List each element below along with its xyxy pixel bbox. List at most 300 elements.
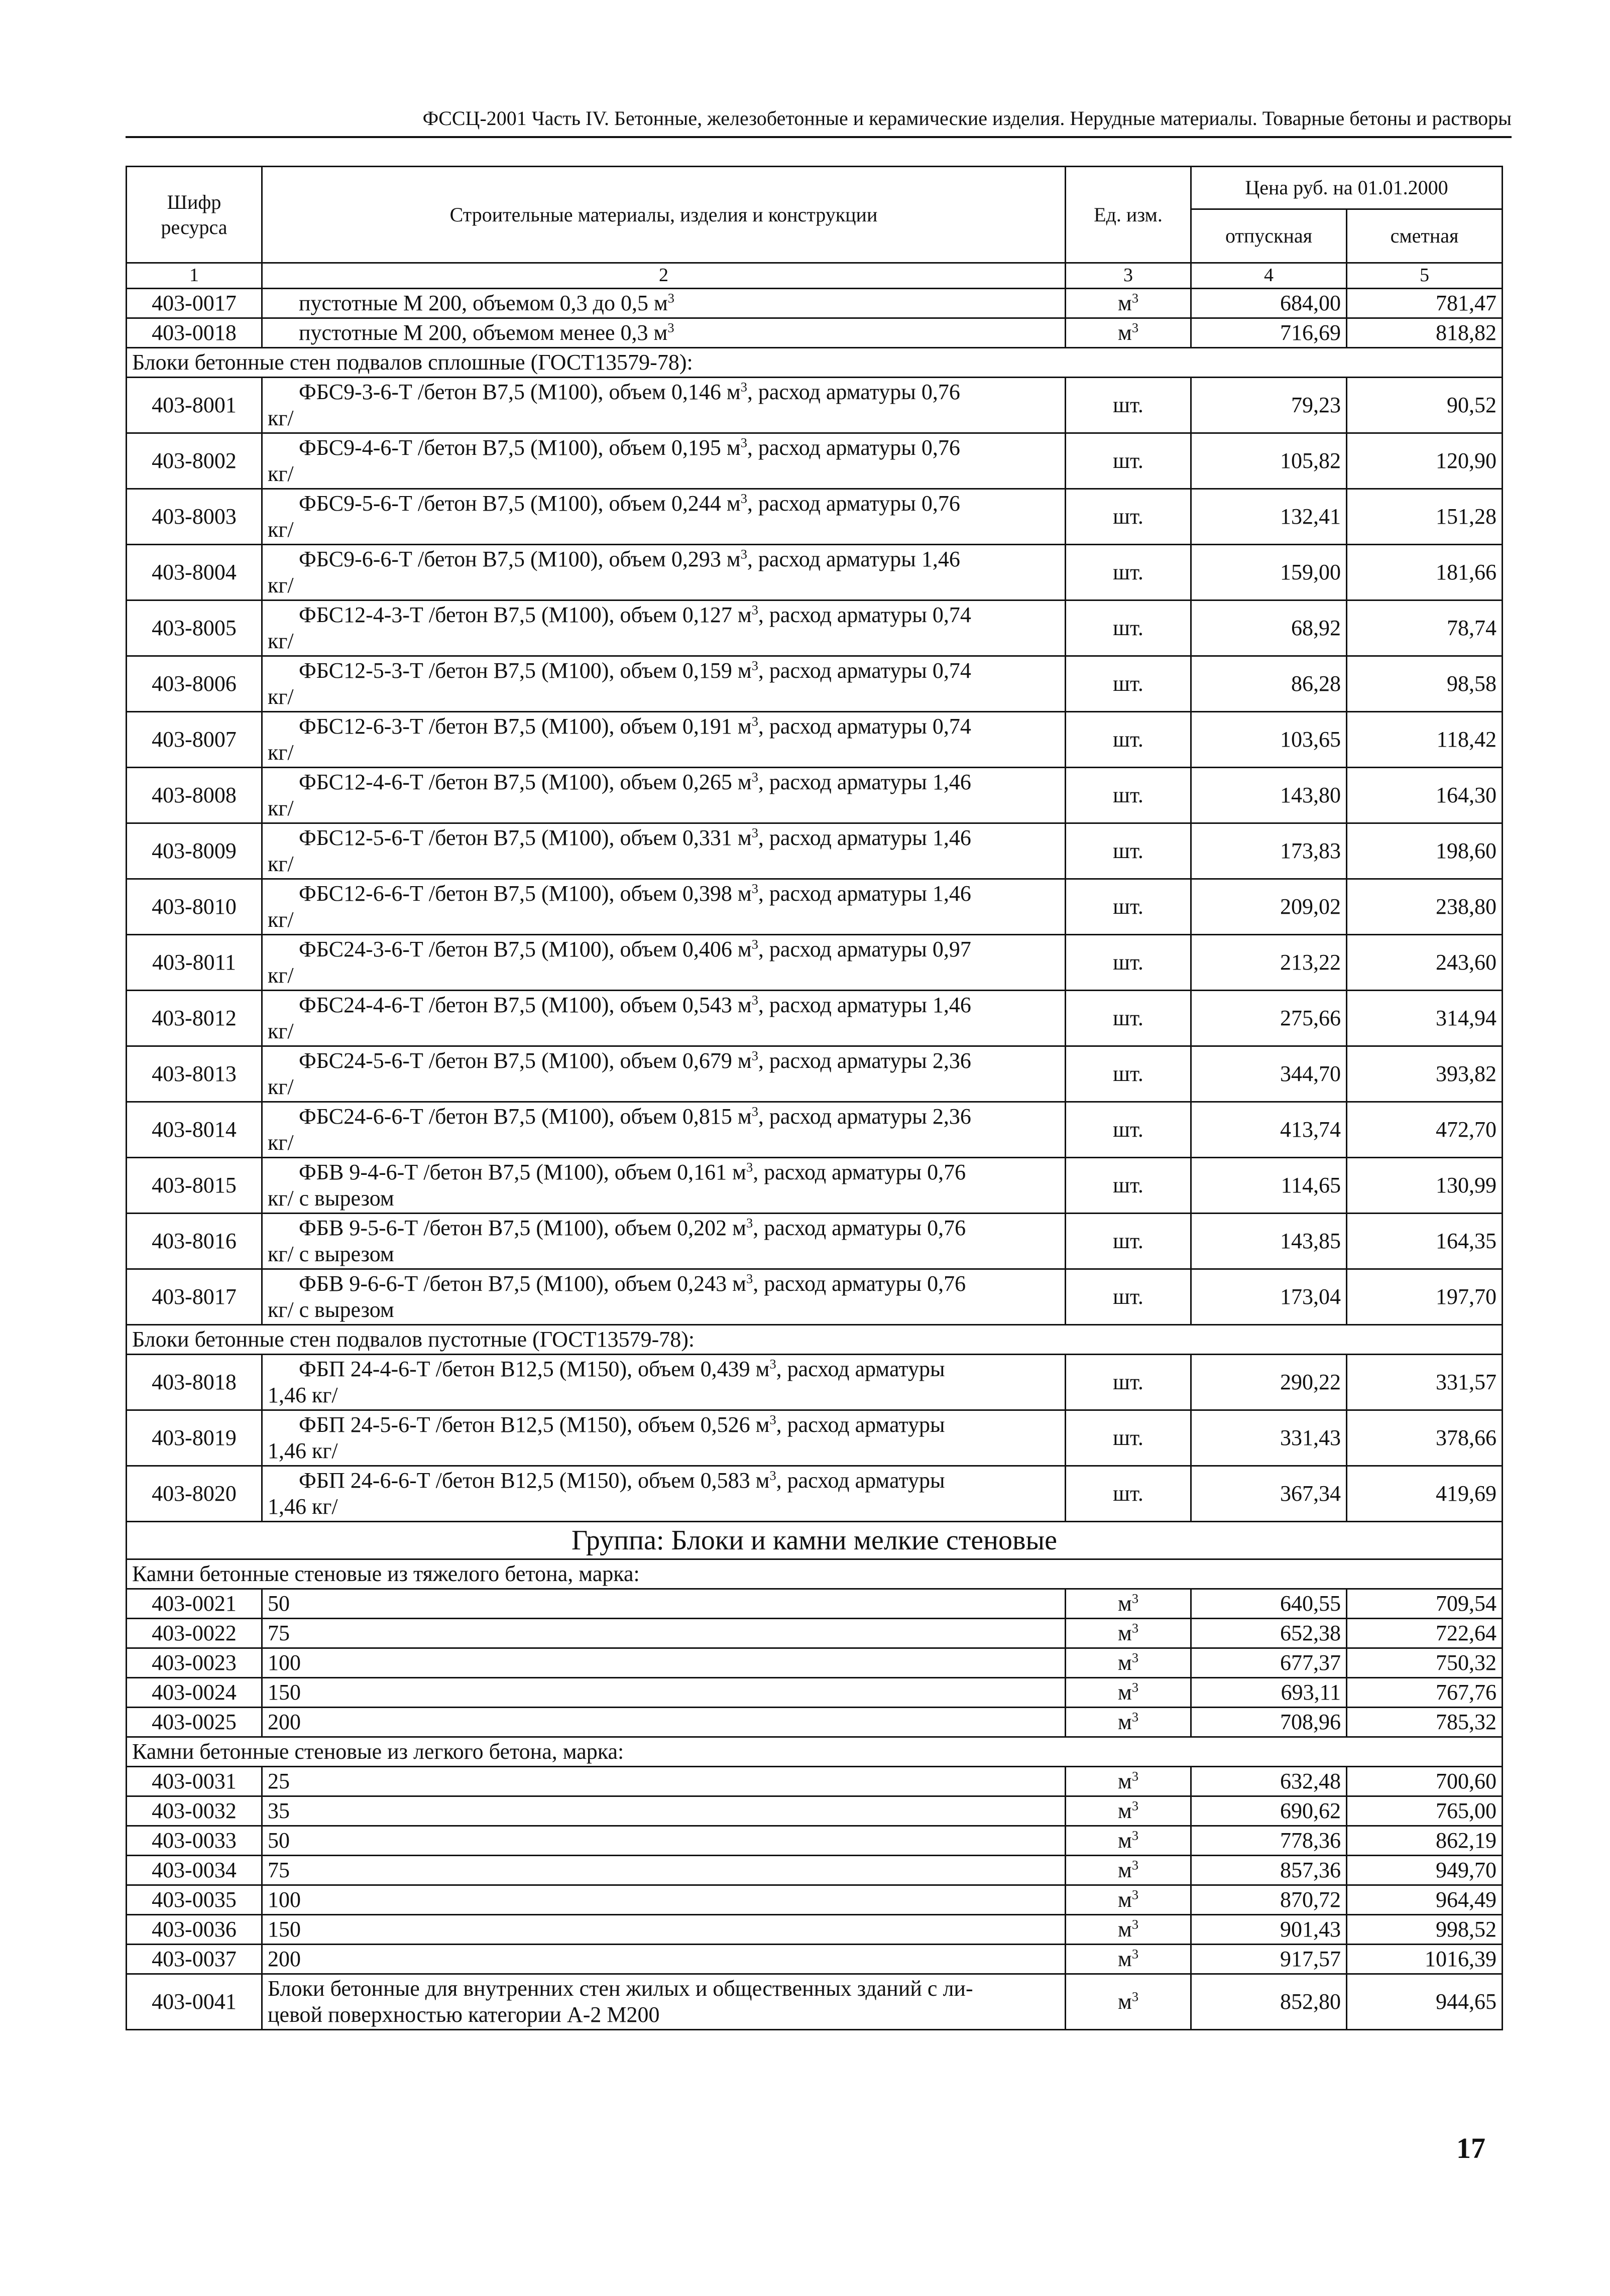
col-number: 4 [1191,263,1347,289]
material-name [262,823,1066,879]
resource-code: 403-8001 [127,377,262,433]
price-estimate: 164,35 [1347,1213,1503,1269]
material-name [262,1766,1066,1796]
superscript-3: 3 [746,1159,753,1174]
table-row [127,489,1503,544]
table-row [127,288,1503,318]
material-name-lines [268,1271,1060,1323]
superscript-3: 3 [746,1270,753,1286]
material-name-part: , расход арматуры [776,1356,945,1381]
price-estimate: 765,00 [1347,1796,1503,1826]
table-row [127,1796,1503,1826]
unit-text: шт. [1113,783,1143,807]
material-name-part: , расход арматуры 1,46 [758,825,971,850]
material-name [262,489,1066,544]
material-name-part: , расход арматуры 2,36 [758,1104,971,1129]
unit-text: м [1117,291,1132,315]
price-estimate: 709,54 [1347,1589,1503,1618]
material-name-lines [268,1412,1060,1464]
unit-cell [1066,600,1191,656]
material-name-part: ФБВ 9-4-6-Т /бетон В7,5 (М100), объем 0,161 м [299,1159,746,1184]
unit-text: м [1117,1887,1132,1912]
price-release: 917,57 [1191,1944,1347,1974]
resource-code: 403-8013 [127,1046,262,1102]
material-name-line2: кг/ [268,962,294,988]
material-name [262,318,1066,347]
unit-cell [1066,1157,1191,1213]
col-header-unit: Ед. изм. [1066,167,1191,263]
unit-cell [1066,433,1191,489]
column-number-row [127,263,1503,289]
unit-cell [1066,1707,1191,1737]
col-header-release: отпускная [1191,209,1347,263]
group-title: Группа: Блоки и камни мелкие стеновые [127,1521,1503,1559]
material-name [262,288,1066,318]
material-name-text: 150 [268,1680,301,1705]
unit-cell [1066,1855,1191,1885]
material-name-part: ФБВ 9-5-6-Т /бетон В7,5 (М100), объем 0,202 м [299,1215,746,1240]
table-row [127,1410,1503,1466]
price-estimate: 700,60 [1347,1766,1503,1796]
price-estimate: 393,82 [1347,1046,1503,1102]
table-row [127,1944,1503,1974]
price-release: 693,11 [1191,1677,1347,1707]
unit-text: м [1117,1591,1132,1616]
unit-cell [1066,1046,1191,1102]
section-title: Камни бетонные стеновые из легкого бетона, марка: [127,1737,1503,1766]
superscript-3: 3 [1131,320,1139,335]
resource-code: 403-8020 [127,1466,262,1521]
material-name-line2: кг/ [268,517,294,542]
section-row [127,1737,1503,1766]
unit-text: м [1117,1989,1132,2014]
unit-text: шт. [1113,1284,1143,1309]
material-name-part: ФБП 24-4-6-Т /бетон В12,5 (М150), объем 0,439 м [299,1356,770,1381]
unit-text: шт. [1113,950,1143,975]
price-release: 68,92 [1191,600,1347,656]
material-name-part: , расход арматуры 0,74 [758,658,971,683]
price-estimate: 181,66 [1347,544,1503,600]
superscript-3: 3 [1131,1768,1139,1784]
price-release: 652,38 [1191,1618,1347,1648]
material-name [262,433,1066,489]
material-name [262,711,1066,767]
material-name-lines [268,658,1060,710]
price-estimate: 419,69 [1347,1466,1503,1521]
material-name-line2: 1,46 кг/ [268,1494,338,1519]
material-name-lines [268,769,1060,821]
unit-cell [1066,1410,1191,1466]
resource-code: 403-0024 [127,1677,262,1707]
price-release: 103,65 [1191,711,1347,767]
material-name-line2: кг/ [268,684,294,709]
superscript-3: 3 [769,1467,776,1483]
material-name [262,1213,1066,1269]
unit-text: шт. [1113,616,1143,640]
material-name-lines [268,1048,1060,1100]
material-name-part: , расход арматуры 0,76 [753,1271,966,1296]
unit-cell [1066,489,1191,544]
material-name-line1 [268,825,1060,851]
price-estimate: 130,99 [1347,1157,1503,1213]
table-row [127,711,1503,767]
material-name [262,1855,1066,1885]
material-name [262,1707,1066,1737]
unit-text: м [1117,1710,1132,1734]
unit-text: м [1117,320,1132,345]
material-name-part: , расход арматуры 1,46 [758,992,971,1017]
resource-code: 403-8003 [127,489,262,544]
superscript-3: 3 [751,1103,758,1119]
table-row [127,318,1503,347]
material-name-line2: кг/ [268,851,294,876]
material-name [262,656,1066,711]
resource-code: 403-0025 [127,1707,262,1737]
price-estimate: 781,47 [1347,288,1503,318]
material-name-line2: кг/ [268,795,294,820]
superscript-3: 3 [1131,1650,1139,1665]
table-row [127,1102,1503,1157]
material-name-part: , расход арматуры 0,74 [758,713,971,739]
unit-text: шт. [1113,1006,1143,1030]
section-title: Блоки бетонные стен подвалов пустотные (ГОСТ13579-78): [127,1324,1503,1354]
section-title: Блоки бетонные стен подвалов сплошные (ГОСТ13579-78): [127,347,1503,377]
material-name [262,600,1066,656]
price-release: 708,96 [1191,1707,1347,1737]
material-name-part: ФБС12-6-6-Т /бетон В7,5 (М100), объем 0,398 м [299,881,752,906]
superscript-3: 3 [746,1215,753,1230]
price-release: 114,65 [1191,1157,1347,1213]
unit-cell [1066,1269,1191,1324]
material-name-part: ФБС9-4-6-Т /бетон В7,5 (М100), объем 0,195 м [299,435,741,460]
material-name-lines [268,1468,1060,1520]
material-name [262,1046,1066,1102]
table-row [127,934,1503,990]
unit-cell [1066,1589,1191,1618]
material-name-text: 200 [268,1710,301,1734]
unit-text: шт. [1113,1481,1143,1506]
resource-code: 403-8004 [127,544,262,600]
resource-code: 403-0041 [127,1974,262,2029]
material-name-line1 [268,713,1060,740]
price-estimate: 314,94 [1347,990,1503,1046]
material-name-lines [268,491,1060,543]
material-name [262,1826,1066,1855]
resource-code: 403-8019 [127,1410,262,1466]
table-row [127,1157,1503,1213]
material-name-text: 25 [268,1769,290,1793]
price-release: 632,48 [1191,1766,1347,1796]
material-name-part: ФБС9-6-6-Т /бетон В7,5 (М100), объем 0,293 м [299,546,741,571]
material-name-part: , расход арматуры 0,76 [747,435,960,460]
material-name-lines [268,1159,1060,1212]
material-name-part: , расход арматуры 0,76 [747,491,960,516]
price-release: 344,70 [1191,1046,1347,1102]
unit-text: м [1117,1680,1132,1705]
material-name-line1 [268,881,1060,907]
price-estimate: 151,28 [1347,489,1503,544]
table-row [127,1046,1503,1102]
material-name-part: ФБС12-6-3-Т /бетон В7,5 (М100), объем 0,191 м [299,713,752,739]
superscript-3: 3 [751,1047,758,1063]
material-name-part: , расход арматуры [776,1468,945,1493]
table-row [127,433,1503,489]
superscript-3: 3 [1131,1887,1139,1902]
price-estimate: 750,32 [1347,1648,1503,1677]
material-name-text: 50 [268,1591,290,1616]
resource-code: 403-8015 [127,1157,262,1213]
table-row [127,767,1503,823]
material-name-part: , расход арматуры 0,74 [758,602,971,627]
section-row [127,1324,1503,1354]
price-release: 86,28 [1191,656,1347,711]
material-name-line2: цевой поверхностью категории А-2 М200 [268,2002,660,2027]
group-row [127,1521,1503,1559]
unit-cell [1066,1826,1191,1855]
section-title: Камни бетонные стеновые из тяжелого бетона, марка: [127,1559,1503,1589]
price-release: 79,23 [1191,377,1347,433]
material-name-part: ФБС12-4-3-Т /бетон В7,5 (М100), объем 0,127 м [299,602,752,627]
resource-code: 403-0031 [127,1766,262,1796]
material-name-text: 150 [268,1917,301,1942]
price-release: 213,22 [1191,934,1347,990]
unit-text: шт. [1113,1370,1143,1394]
material-name-lines [268,435,1060,487]
material-name-text: 35 [268,1798,290,1823]
price-release: 173,83 [1191,823,1347,879]
unit-cell [1066,1974,1191,2029]
material-name [262,377,1066,433]
resource-code: 403-0032 [127,1796,262,1826]
material-name-line2: кг/ [268,461,294,486]
resource-code: 403-0034 [127,1855,262,1885]
price-estimate: 472,70 [1347,1102,1503,1157]
price-estimate: 98,58 [1347,656,1503,711]
unit-cell [1066,656,1191,711]
unit-cell [1066,1466,1191,1521]
material-name-lines [268,1215,1060,1267]
table-body [127,288,1503,2029]
superscript-3: 3 [1131,1857,1139,1873]
material-name-line1 [268,1215,1060,1241]
price-estimate: 198,60 [1347,823,1503,879]
material-name-part: ФБС9-3-6-Т /бетон В7,5 (М100), объем 0,146 м [299,379,741,404]
unit-cell [1066,1648,1191,1677]
unit-text: м [1117,1828,1132,1853]
material-name-lines [268,1976,1060,2028]
price-table [126,166,1503,2030]
price-release: 290,22 [1191,1354,1347,1410]
price-estimate: 722,64 [1347,1618,1503,1648]
material-name [262,1796,1066,1826]
price-release: 105,82 [1191,433,1347,489]
material-name-part: ФБС24-4-6-Т /бетон В7,5 (М100), объем 0,543 м [299,992,752,1017]
superscript-3: 3 [740,379,747,394]
material-name [262,1354,1066,1410]
material-name [262,544,1066,600]
material-name-line1 [268,1271,1060,1297]
material-name [262,1618,1066,1648]
material-name-line2: кг/ [268,572,294,597]
price-release: 870,72 [1191,1885,1347,1914]
resource-code: 403-0033 [127,1826,262,1855]
table-row [127,1766,1503,1796]
price-estimate: 944,65 [1347,1974,1503,2029]
price-estimate: 785,32 [1347,1707,1503,1737]
material-name-lines [268,713,1060,766]
material-name-line1 [268,936,1060,962]
resource-code: 403-0023 [127,1648,262,1677]
table-row [127,1269,1503,1324]
price-release: 716,69 [1191,318,1347,347]
material-name [262,1589,1066,1618]
unit-text: шт. [1113,1061,1143,1086]
resource-code: 403-0018 [127,318,262,347]
superscript-3: 3 [740,546,747,561]
superscript-3: 3 [751,936,758,951]
price-release: 690,62 [1191,1796,1347,1826]
price-release: 901,43 [1191,1914,1347,1944]
material-name [262,767,1066,823]
resource-code: 403-0021 [127,1589,262,1618]
resource-code: 403-8011 [127,934,262,990]
material-name-part: , расход арматуры 1,46 [747,546,960,571]
material-name [262,1648,1066,1677]
table-row [127,600,1503,656]
unit-cell [1066,1354,1191,1410]
unit-cell [1066,990,1191,1046]
material-name-part: ФБС12-4-6-Т /бетон В7,5 (М100), объем 0,265 м [299,769,752,794]
unit-cell [1066,823,1191,879]
material-name-line1 [268,1104,1060,1130]
material-name-line1 [268,435,1060,461]
superscript-3: 3 [740,434,747,450]
superscript-3: 3 [751,824,758,840]
superscript-3: 3 [1131,1591,1139,1606]
material-name-line1 [268,602,1060,628]
unit-text: шт. [1113,1117,1143,1142]
price-release: 684,00 [1191,288,1347,318]
col-number: 2 [262,263,1066,289]
resource-code: 403-0035 [127,1885,262,1914]
material-name [262,990,1066,1046]
resource-code: 403-0017 [127,288,262,318]
material-name-lines [268,992,1060,1044]
material-name-text: 75 [268,1858,290,1882]
unit-cell [1066,1885,1191,1914]
price-release: 413,74 [1191,1102,1347,1157]
material-name-line2: кг/ с вырезом [268,1185,394,1211]
material-name-line1 [268,658,1060,684]
superscript-3: 3 [751,769,758,784]
unit-text: шт. [1113,504,1143,529]
material-name-part: , расход арматуры 2,36 [758,1048,971,1073]
resource-code: 403-0036 [127,1914,262,1944]
material-name-line1: Блоки бетонные для внутренних стен жилых и общественных зданий с ли- [268,1976,973,2001]
page-number: 17 [1456,2132,1485,2164]
price-release: 209,02 [1191,879,1347,934]
material-name-text: 75 [268,1621,290,1645]
price-estimate: 949,70 [1347,1855,1503,1885]
price-release: 640,55 [1191,1589,1347,1618]
material-name-line1 [268,1412,1060,1438]
material-name-part: ФБС12-5-6-Т /бетон В7,5 (М100), объем 0,331 м [299,825,752,850]
price-estimate: 78,74 [1347,600,1503,656]
material-name-line2: 1,46 кг/ [268,1438,338,1463]
price-estimate: 164,30 [1347,767,1503,823]
material-name-line1 [268,1356,1060,1382]
table-row [127,1354,1503,1410]
table-row [127,823,1503,879]
material-name-line2: кг/ [268,1130,294,1155]
superscript-3: 3 [751,657,758,673]
material-name-text: 100 [268,1887,301,1912]
col-header-estimate: сметная [1347,209,1503,263]
material-name-text: пустотные М 200, объемом 0,3 до 0,5 м [299,291,668,315]
col-number: 5 [1347,263,1503,289]
unit-cell [1066,1618,1191,1648]
price-release: 677,37 [1191,1648,1347,1677]
material-name-text: 200 [268,1947,301,1971]
material-name-line2: кг/ с вырезом [268,1241,394,1266]
price-estimate: 118,42 [1347,711,1503,767]
material-name-lines [268,881,1060,933]
superscript-3: 3 [769,1411,776,1427]
table-row [127,544,1503,600]
unit-cell [1066,879,1191,934]
table-row [127,1589,1503,1618]
material-name [262,1466,1066,1521]
unit-text: м [1117,1798,1132,1823]
price-release: 275,66 [1191,990,1347,1046]
price-estimate: 998,52 [1347,1914,1503,1944]
table-row [127,1885,1503,1914]
price-estimate: 120,90 [1347,433,1503,489]
superscript-3: 3 [751,601,758,617]
resource-code: 403-8014 [127,1102,262,1157]
material-name-line1 [268,1048,1060,1074]
material-name-text: 50 [268,1828,290,1853]
material-name-lines [268,936,1060,989]
price-release: 143,85 [1191,1213,1347,1269]
col-number: 1 [127,263,262,289]
price-release: 367,34 [1191,1466,1347,1521]
material-name-line1 [268,491,1060,517]
material-name-line1 [268,1159,1060,1185]
col-header-name: Строительные материалы, изделия и конструкции [262,167,1066,263]
material-name [262,934,1066,990]
material-name-line1 [268,379,1060,405]
section-row [127,347,1503,377]
superscript-3: 3 [1131,1828,1139,1843]
resource-code: 403-8017 [127,1269,262,1324]
unit-text: шт. [1113,1425,1143,1450]
price-release: 852,80 [1191,1974,1347,2029]
material-name-line2: кг/ [268,907,294,932]
resource-code: 403-0037 [127,1944,262,1974]
table-row [127,377,1503,433]
material-name-line2: 1,46 кг/ [268,1382,338,1407]
price-estimate: 818,82 [1347,318,1503,347]
unit-cell [1066,318,1191,347]
unit-text: м [1117,1650,1132,1675]
price-release: 331,43 [1191,1410,1347,1466]
resource-code: 403-8007 [127,711,262,767]
resource-code: 403-0022 [127,1618,262,1648]
resource-code: 403-8016 [127,1213,262,1269]
material-name [262,1157,1066,1213]
material-name [262,1269,1066,1324]
